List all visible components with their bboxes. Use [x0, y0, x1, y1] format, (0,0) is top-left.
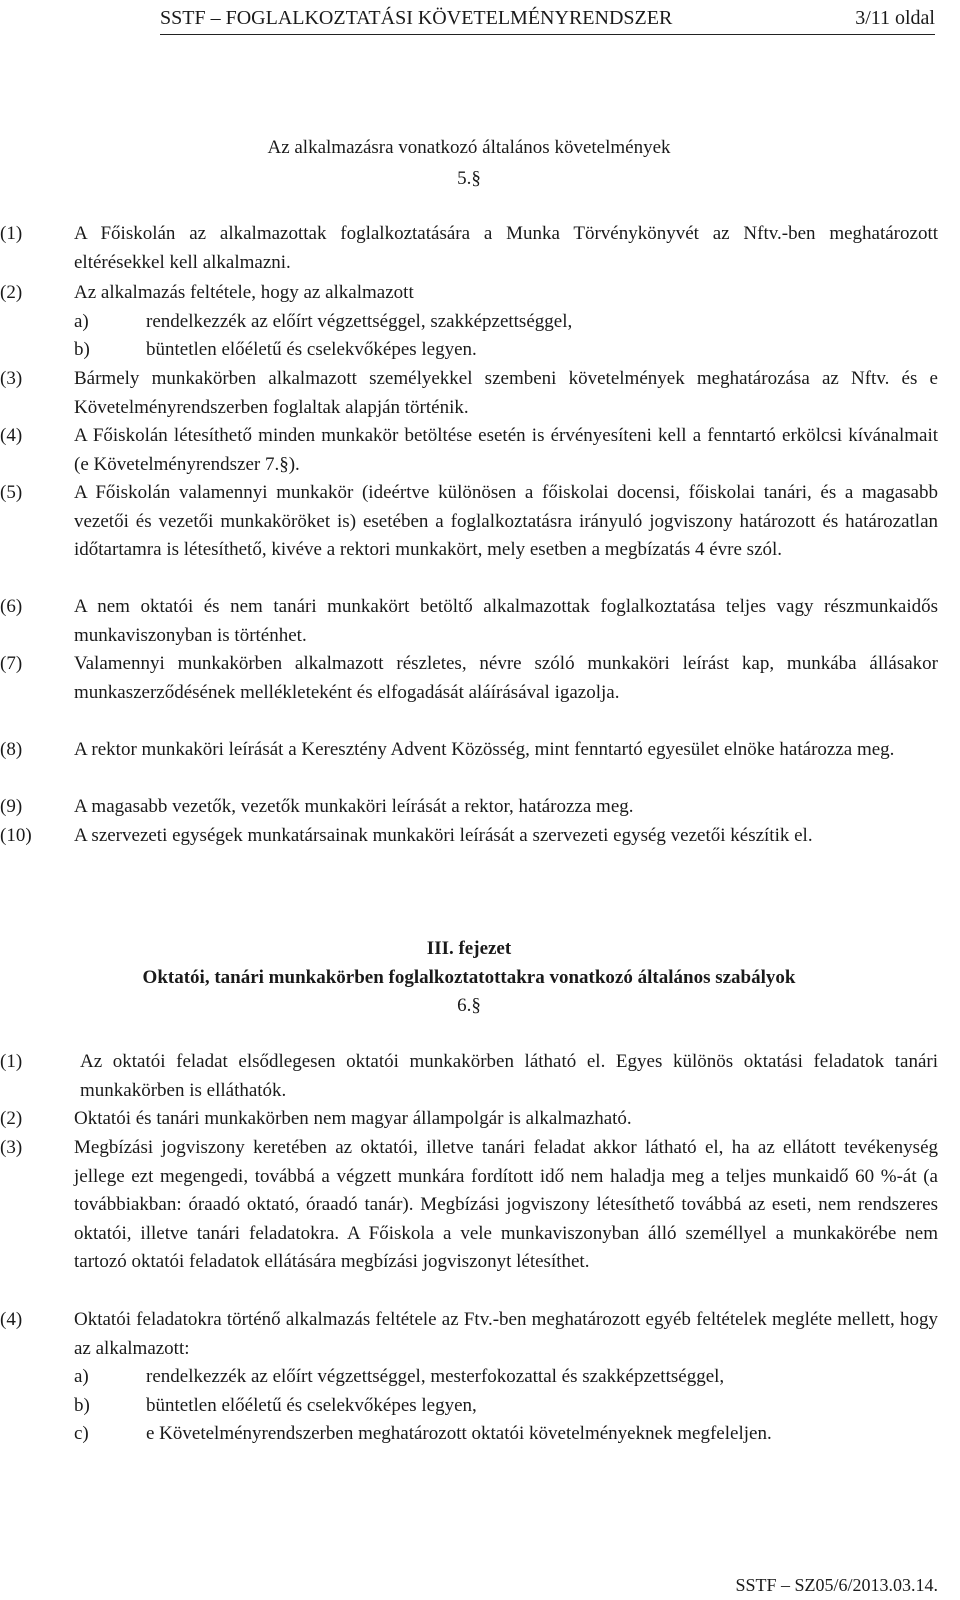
item-text: A magasabb vezetők, vezetők munkaköri leírását a rektor, határozza meg.: [74, 796, 634, 817]
chapter-title: III. fejezet: [426, 938, 512, 959]
sub-item: [0, 1420, 938, 1449]
sub-item-text: büntetlen előéletű és cselekvőképes legyen,: [146, 1395, 477, 1416]
item-text: Bármely munkakörben alkalmazott személyekkel szembeni követelmények meghatározása az Nftv. és e Követelményrendszerben foglaltak alapján történik.: [74, 368, 938, 418]
sub-item-letter: a): [74, 1366, 89, 1387]
item-text: A Főiskolán valamennyi munkakör (ideértve különösen a főiskolai docensi, főiskolai tanári, és a magasabb vezetői és vezetői munkaköröket is) esetében a foglalkoztatásra irányuló jogviszony határozott és határozatlan időtartamra is létesíthető, kivéve a rektori munkakört, mely esetben a megbízatás 4 évre szól.: [74, 482, 938, 560]
list-item: [0, 279, 938, 308]
item-number: (10): [0, 825, 32, 846]
item-text: A rektor munkaköri leírását a Keresztény Advent Közösség, mint fenntartó egyesület elnöke határozza meg.: [74, 739, 895, 760]
item-number: (8): [0, 739, 23, 760]
item-text: Valamennyi munkakörben alkalmazott részletes, névre szóló munkaköri leírást kap, munkába állásakor munkaszerződésének mellékleteként és elfogadását aláírásával igazolja.: [74, 653, 938, 703]
list-item: [0, 479, 938, 565]
sub-item-letter: a): [74, 311, 89, 332]
sub-item: [0, 336, 938, 365]
paragraph-sign: 6.§: [457, 995, 481, 1016]
list-item: [0, 1306, 938, 1363]
item-text: A szervezeti egységek munkatársainak munkaköri leírását a szervezeti egység vezetői készítik el.: [74, 825, 813, 846]
sub-item: [0, 1392, 938, 1421]
page-footer: SSTF – SZ05/6/2013.03.14.: [735, 1575, 938, 1595]
item-number: (2): [0, 1108, 23, 1129]
sub-item-letter: c): [74, 1423, 89, 1444]
item-number: (2): [0, 282, 23, 303]
item-text: A Főiskolán létesíthető minden munkakör betöltése esetén is érvényesíteni kell a fenntartó erkölcsi kívánalmait (e Követelményrendszer 7.§).: [74, 425, 938, 475]
list-item: [0, 1105, 938, 1134]
page-header: [160, 4, 935, 35]
list-item: [0, 650, 938, 707]
sub-item-letter: b): [74, 339, 90, 360]
paragraph-sign: 5.§: [457, 168, 481, 189]
item-text: Oktatói feladatokra történő alkalmazás feltétele az Ftv.-ben meghatározott egyéb feltételek megléte mellett, hogy az alkalmazott:: [74, 1309, 938, 1359]
list-item: [0, 220, 938, 277]
chapter-heading: Oktatói, tanári munkakörben foglalkoztatottakra vonatkozó általános szabályok: [142, 967, 796, 988]
list-item: [0, 365, 938, 422]
item-number: (4): [0, 1309, 23, 1330]
item-number: (1): [0, 223, 23, 244]
list-item: [0, 1048, 938, 1105]
item-text: A nem oktatói és nem tanári munkakört betöltő alkalmazottak foglalkoztatása teljes vagy részmunkaidős munkaviszonyban is történhet.: [74, 596, 938, 646]
item-text: Az alkalmazás feltétele, hogy az alkalmazott: [74, 282, 414, 303]
list-item: [0, 422, 938, 479]
item-number: (6): [0, 596, 23, 617]
list-item: [0, 793, 938, 822]
list-item: [0, 1134, 938, 1277]
sub-item: [0, 308, 938, 337]
item-number: (7): [0, 653, 23, 674]
list-item: [0, 822, 938, 851]
item-number: (5): [0, 482, 23, 503]
item-number: (1): [0, 1051, 23, 1072]
sub-item: [0, 1363, 938, 1392]
item-number: (3): [0, 1137, 23, 1158]
sub-item-text: rendelkezzék az előírt végzettséggel, szakképzettséggel,: [146, 311, 573, 332]
item-number: (3): [0, 368, 23, 389]
list-item: [0, 593, 938, 650]
sub-item-letter: b): [74, 1395, 90, 1416]
item-number: (9): [0, 796, 23, 817]
sub-item-text: e Követelményrendszerben meghatározott oktatói követelményeknek megfeleljen.: [146, 1423, 772, 1444]
list-item: [0, 736, 938, 765]
header-title: SSTF – FOGLALKOZTATÁSI KÖVETELMÉNYRENDSZER: [160, 7, 673, 29]
sub-item-text: rendelkezzék az előírt végzettséggel, mesterfokozattal és szakképzettséggel,: [146, 1366, 725, 1387]
item-number: (4): [0, 425, 23, 446]
item-text: A Főiskolán az alkalmazottak foglalkoztatására a Munka Törvénykönyvét az Nftv.-ben meghatározott eltérésekkel kell alkalmazni.: [74, 223, 938, 273]
section-heading: Az alkalmazásra vonatkozó általános követelmények: [267, 137, 671, 158]
item-text: Megbízási jogviszony keretében az oktatói, illetve tanári feladat akkor látható el, ha az ellátott tevékenység jellege ezt megengedi, továbbá a végzett munkára fordított idő nem haladja meg a teljes munkaidő 60 %-át (a továbbiakban: óraadó oktató, óraadó tanár). Megbízási jogviszony létesíthető továbbá az eseti, nem rendszeres oktatói, illetve tanári feladatokra. A Főiskola a vele munkaviszonyban álló személlyel a munkakörébe nem tartozó oktatói feladatok ellátására megbízási jogviszonyt létesíthet.: [74, 1137, 938, 1272]
item-text: Az oktatói feladat elsődlegesen oktatói munkakörben látható el. Egyes különös oktatási feladatok tanári munkakörben is elláthatók.: [80, 1051, 938, 1101]
sub-item-text: büntetlen előéletű és cselekvőképes legyen.: [146, 339, 477, 360]
header-page-number: 3/11 oldal: [855, 7, 935, 29]
item-text: Oktatói és tanári munkakörben nem magyar állampolgár is alkalmazható.: [74, 1108, 632, 1129]
